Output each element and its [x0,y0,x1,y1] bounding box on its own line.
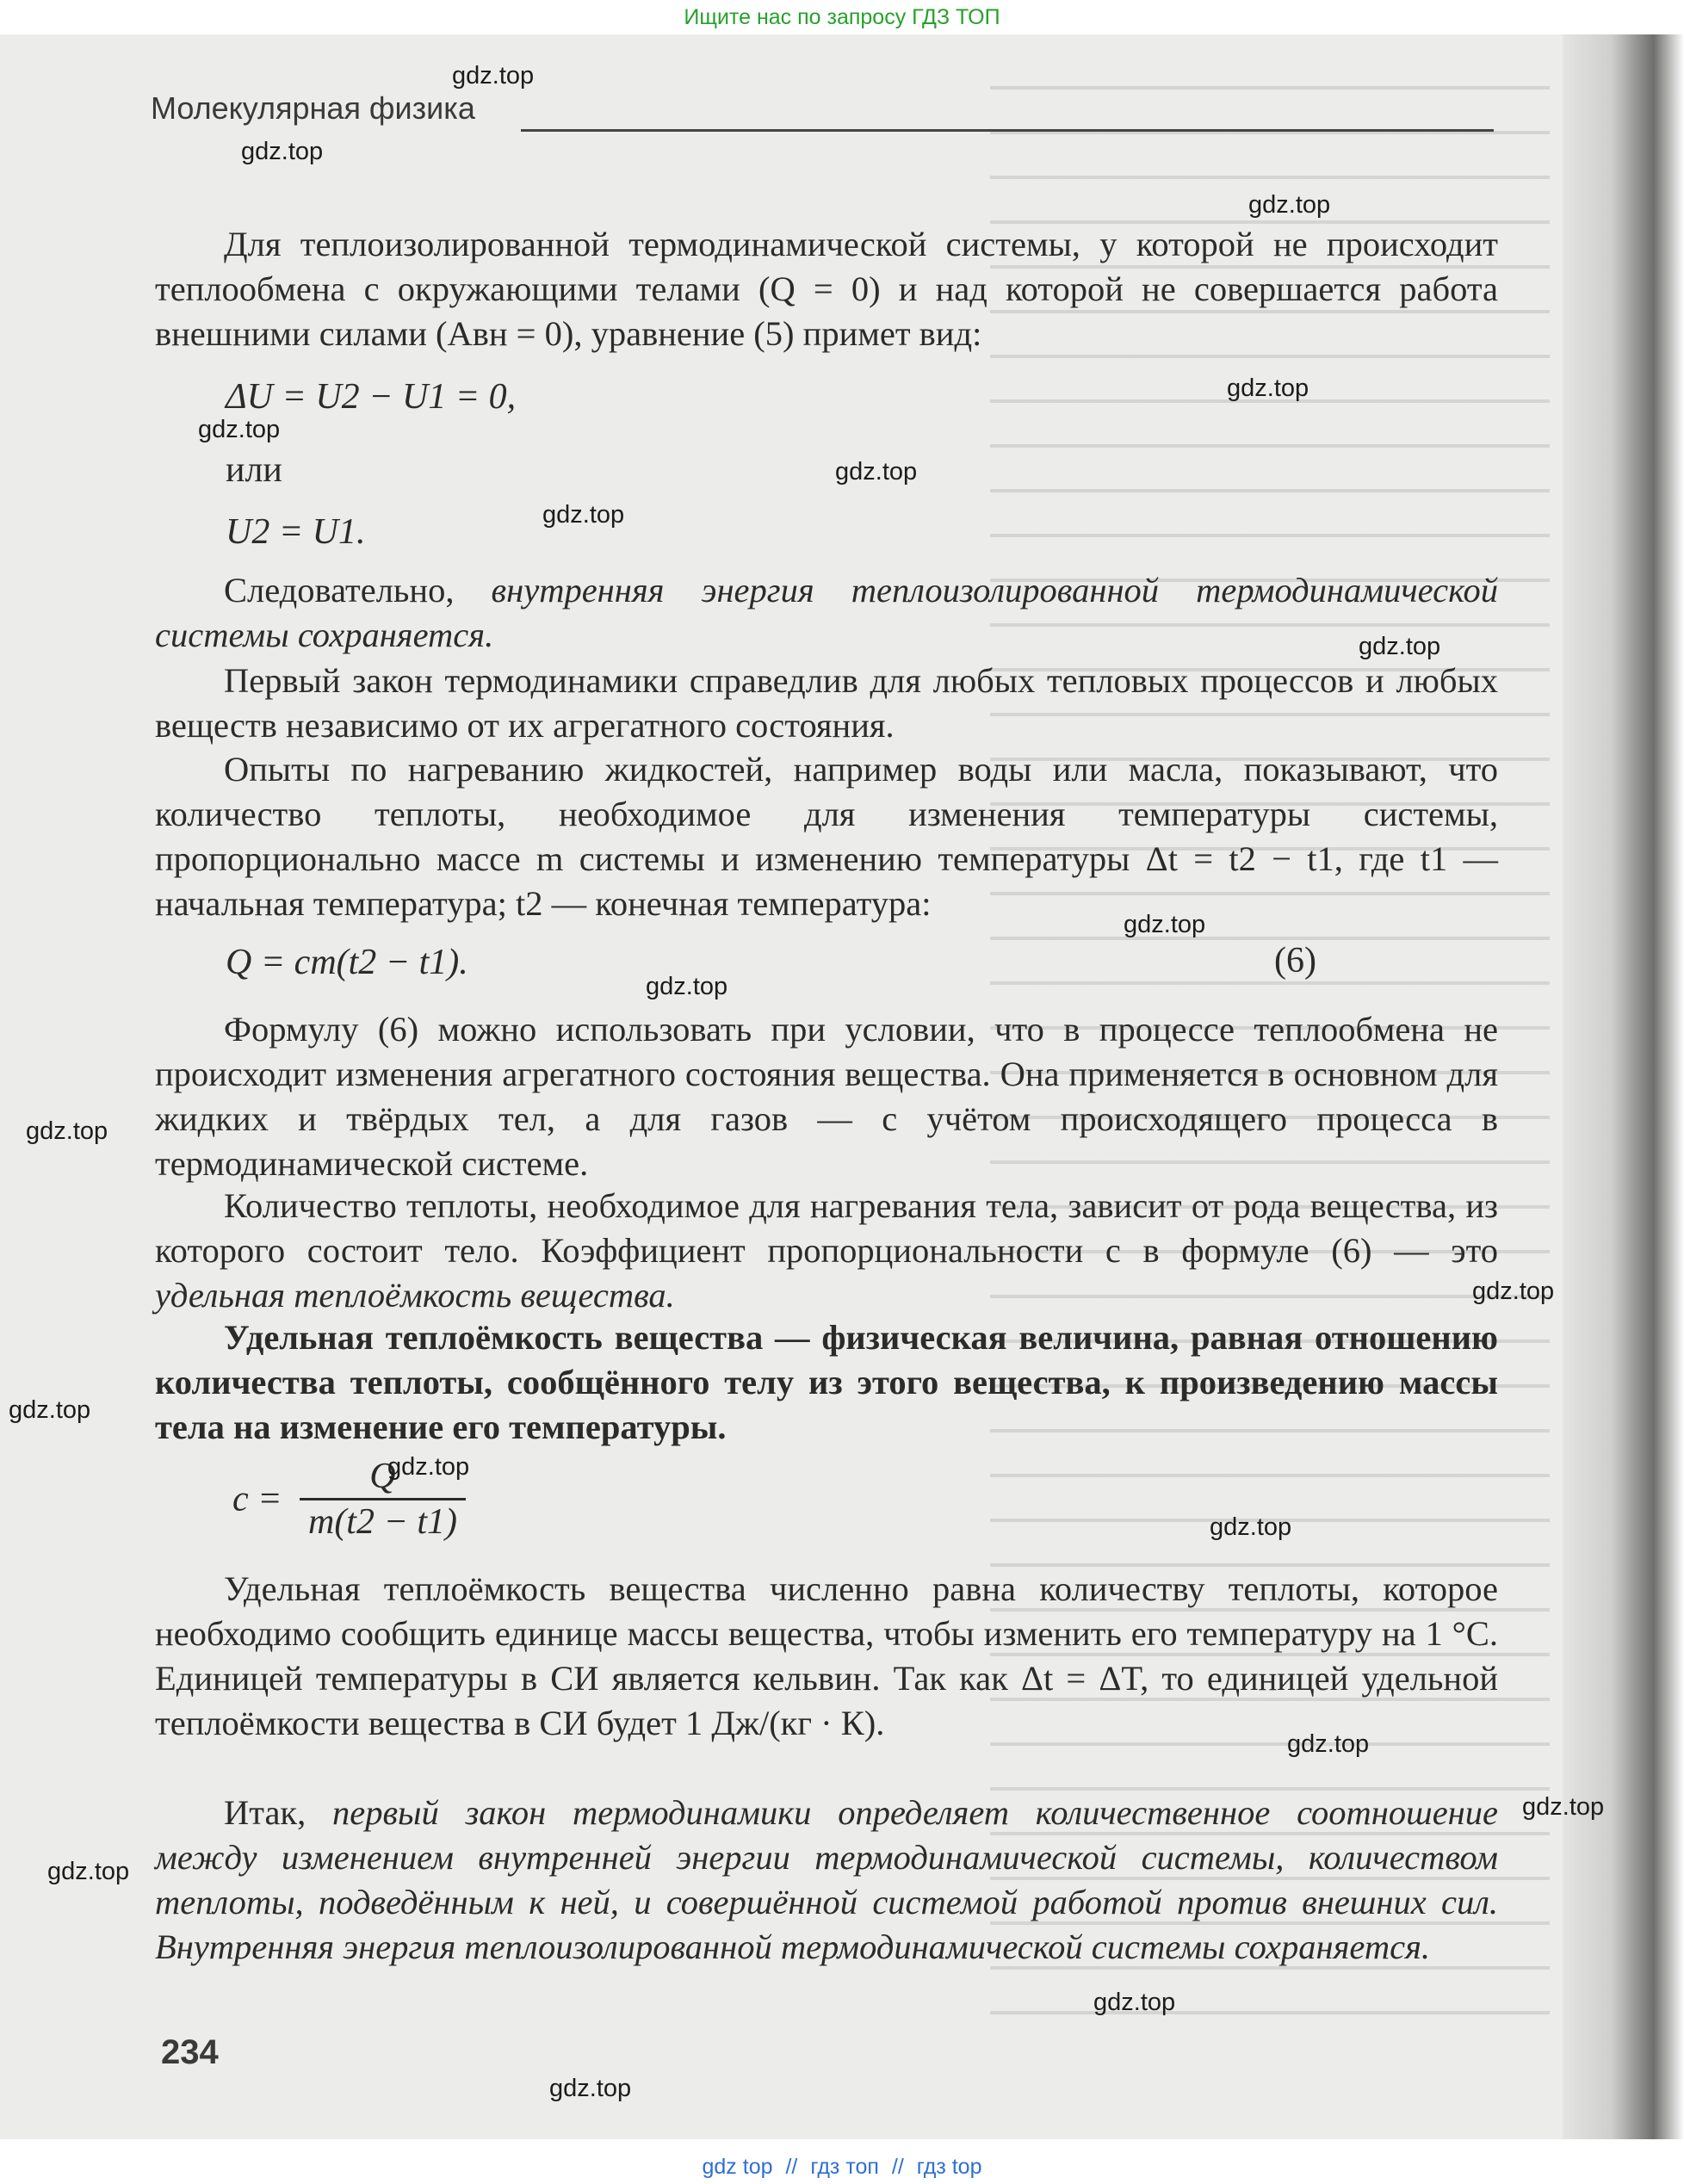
watermark: gdz.top [549,2075,632,2102]
page-number: 234 [161,2033,219,2071]
watermark: gdz.top [198,416,281,443]
top-banner[interactable]: Ищите нас по запросу ГДЗ ТОП [684,5,1000,29]
p8-text: Удельная теплоёмкость вещества численно равна количеству теплоты, которое необходимо сообщить единице массы вещества, чтобы изменить его температуру на 1 °С. Единицей температуры в СИ является кельвин. Так как Δt = ΔT, то единицей удельной теплоёмкости вещества в СИ будет 1 Дж/(кг · К). [155,1569,1498,1742]
paragraph-9 [155,1791,1498,1970]
watermark: gdz.top [646,973,728,1000]
paragraph-5 [155,1007,1498,1186]
watermark: gdz.top [452,62,535,90]
footer-separator: // [785,2155,798,2179]
watermark: gdz.top [241,138,324,165]
p2-italic: внутренняя энергия теплоизолированной термодинамической системы сохраняется. [155,571,1498,654]
paragraph-2 [155,568,1498,658]
watermark: gdz.top [1248,191,1331,219]
footer-link-gdz-top[interactable]: gdz top [702,2155,773,2179]
equation-delta-u: ΔU = U2 − U1 = 0, [226,377,517,417]
paragraph-8 [155,1567,1498,1746]
paragraph-1 [155,222,1498,356]
p7-bold-text: Удельная теплоёмкость вещества — физическая величина, равная отношению количества теплоты, сообщённого телу из этого вещества, к произведению массы тела на изменение его температуры. [155,1318,1498,1446]
watermark: gdz.top [1359,633,1441,660]
footer-separator: // [891,2155,904,2179]
watermark: gdz.top [1522,1793,1605,1821]
running-head: Молекулярная физика [151,90,475,126]
equation-6-number: (6) [1274,941,1316,981]
book-spine-shadow [1563,34,1684,2139]
word-or: или [226,450,282,490]
p6-italic: удельная теплоёмкость вещества. [155,1276,675,1315]
watermark: gdz.top [1124,911,1206,938]
watermark: gdz.top [1093,1989,1176,2016]
footer-link-gdz-top-mixed[interactable]: гдз top [916,2155,982,2179]
p2-lead: Следовательно, [224,571,492,609]
equation-6: Q = cm(t2 − t1). [226,943,468,982]
watermark: gdz.top [1472,1278,1555,1305]
watermark: gdz.top [387,1453,470,1481]
footer-links [0,2150,1684,2184]
definition-specific-heat [155,1315,1498,1450]
watermark: gdz.top [1210,1513,1292,1541]
header-rule [521,129,1494,132]
footer-link-gdz-top-ru[interactable]: гдз топ [810,2155,879,2179]
watermark: gdz.top [542,501,625,529]
eq4-denominator: m(t2 − t1) [300,1498,466,1544]
p1-text: Для теплоизолированной термодинамической системы, у которой не происходит теплообмена с окружающими телами (Q = 0) и над которой не совершается работа внешними силами (Aвн = 0), уравнение (5) примет вид: [155,225,1498,353]
eq4-lhs: c = [232,1479,282,1519]
watermark: gdz.top [835,458,918,486]
paragraph-6 [155,1184,1498,1318]
watermark: gdz.top [1287,1730,1370,1758]
equation-u2-u1: U2 = U1. [226,512,366,552]
watermark: gdz.top [1227,374,1309,402]
p5-text: Формулу (6) можно использовать при условии, что в процессе теплообмена не происходит изменения агрегатного состояния вещества. Она применяется в основном для жидких и твёрдых тел, а для газов — с учётом происходящего процесса в термодинамической системе. [155,1010,1498,1183]
p6-lead: Количество теплоты, необходимое для нагревания тела, зависит от рода вещества, из которого состоит тело. Коэффициент пропорциональности c в формуле (6) — это [155,1186,1498,1270]
p9-italic: первый закон термодинамики определяет количественное соотношение между изменением внутренней энергии термодинамической системы, количеством теплоты, подведённым к ней, и совершённой системой работой против внешних сил. Внутренняя энергия теплоизолированной термодинамической системы сохраняется. [155,1793,1498,1966]
eq4-numerator: Q [369,1457,396,1496]
p4-text: Опыты по нагреванию жидкостей, например воды или масла, показывают, что количество теплоты, необходимое для изменения температуры системы, пропорционально массе m системы и изменению температуры Δt = t2 − t1, где t1 — начальная температура; t2 — конечная температура: [155,750,1498,923]
watermark: gdz.top [47,1858,130,1885]
p9-lead: Итак, [224,1793,332,1832]
p3-text: Первый закон термодинамики справедлив для любых тепловых процессов и любых веществ независимо от их агрегатного состояния. [155,661,1498,745]
watermark: gdz.top [9,1396,91,1424]
paragraph-4 [155,747,1498,926]
paragraph-3 [155,659,1498,748]
watermark: gdz.top [26,1117,108,1145]
